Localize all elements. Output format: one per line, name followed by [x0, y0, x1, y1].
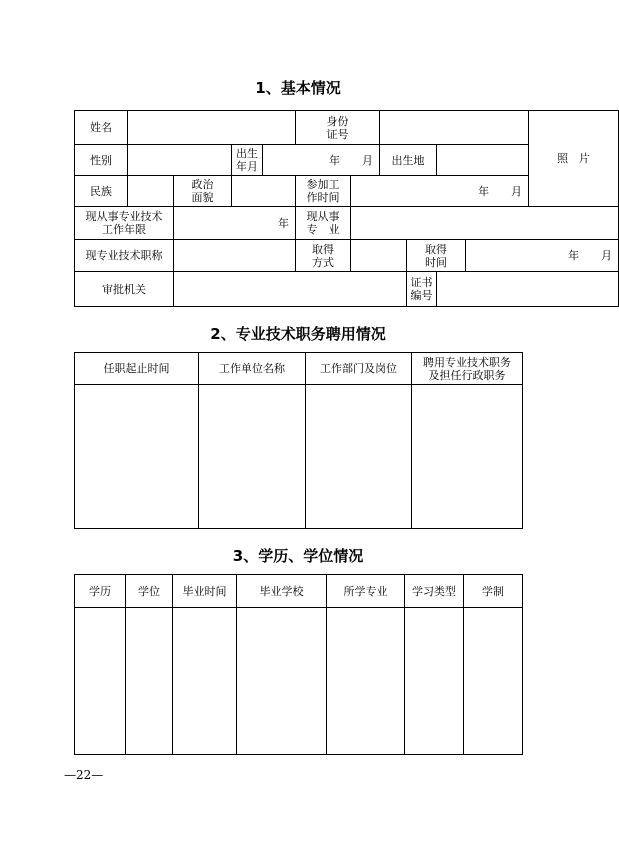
header-major: 所学专业	[327, 575, 405, 608]
ethnicity-label: 民族	[75, 176, 128, 207]
page-number: —22—	[64, 768, 104, 782]
obtain-time-label: 取得 时间	[407, 240, 466, 272]
obtain-method-label: 取得 方式	[296, 240, 351, 272]
current-title-label: 现专业技术职称	[75, 240, 174, 272]
header-graduation-time: 毕业时间	[173, 575, 237, 608]
work-start-field[interactable]: 年 月	[351, 176, 529, 207]
header-position: 聘用专业技术职务 及担任行政职务	[412, 353, 523, 385]
school-cell[interactable]	[237, 608, 327, 755]
degree-cell[interactable]	[126, 608, 173, 755]
approval-authority-field[interactable]	[174, 272, 407, 307]
employment-table	[74, 352, 523, 529]
position-cell[interactable]	[412, 385, 523, 529]
header-degree: 学位	[126, 575, 173, 608]
header-school: 毕业学校	[237, 575, 327, 608]
obtain-time-field[interactable]: 年 月	[466, 240, 619, 272]
duration-cell[interactable]	[464, 608, 523, 755]
study-type-cell[interactable]	[405, 608, 464, 755]
photo-area[interactable]: 照 片	[529, 111, 619, 207]
section2-title: 2、专业技术职务聘用情况	[210, 325, 386, 343]
work-years-field[interactable]: 年	[174, 207, 296, 240]
header-department-post: 工作部门及岗位	[306, 353, 412, 385]
work-start-label: 参加工 作时间	[296, 176, 351, 207]
birthplace-field[interactable]	[437, 145, 529, 176]
birth-date-field[interactable]: 年 月	[263, 145, 380, 176]
obtain-method-field[interactable]	[351, 240, 407, 272]
current-major-field[interactable]	[351, 207, 619, 240]
name-label: 姓名	[75, 111, 128, 145]
gender-label: 性别	[75, 145, 128, 176]
work-years-label: 现从事专业技术 工作年限	[75, 207, 174, 240]
header-employer-name: 工作单位名称	[199, 353, 306, 385]
header-study-type: 学习类型	[405, 575, 464, 608]
employer-name-cell[interactable]	[199, 385, 306, 529]
approval-authority-label: 审批机关	[75, 272, 174, 307]
section3-title: 3、学历、学位情况	[232, 547, 364, 565]
education-cell[interactable]	[75, 608, 126, 755]
birthplace-label: 出生地	[380, 145, 437, 176]
certificate-number-label: 证书 编号	[407, 272, 437, 307]
politics-label: 政治 面貌	[174, 176, 232, 207]
birth-label: 出生 年月	[232, 145, 263, 176]
header-duration: 学制	[464, 575, 523, 608]
term-period-cell[interactable]	[75, 385, 199, 529]
major-cell[interactable]	[327, 608, 405, 755]
basic-info-table	[74, 110, 619, 307]
header-term-period: 任职起止时间	[75, 353, 199, 385]
gender-field[interactable]	[128, 145, 232, 176]
ethnicity-field[interactable]	[128, 176, 174, 207]
header-education: 学历	[75, 575, 126, 608]
politics-field[interactable]	[232, 176, 296, 207]
section1-title: 1、基本情况	[255, 79, 341, 97]
department-post-cell[interactable]	[306, 385, 412, 529]
education-table	[74, 574, 523, 755]
certificate-number-field[interactable]	[437, 272, 619, 307]
graduation-time-cell[interactable]	[173, 608, 237, 755]
name-field[interactable]	[128, 111, 296, 145]
current-title-field[interactable]	[174, 240, 296, 272]
id-label: 身份 证号	[296, 111, 380, 145]
id-field[interactable]	[380, 111, 529, 145]
current-major-label: 现从事 专 业	[296, 207, 351, 240]
